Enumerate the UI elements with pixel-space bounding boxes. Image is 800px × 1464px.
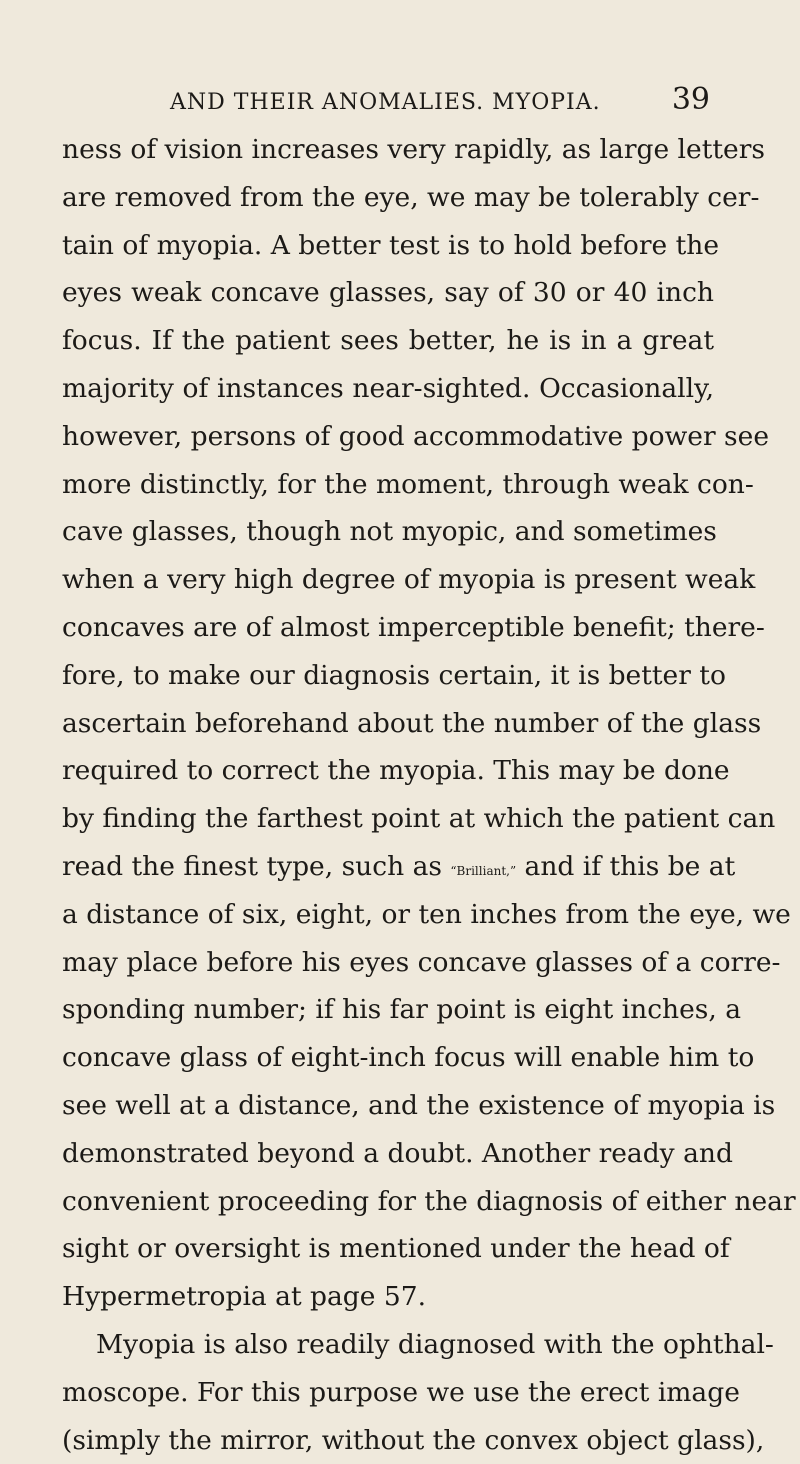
text-line: sight or oversight is mentioned under the head of (62, 1233, 730, 1265)
text-line: (simply the mirror, without the convex object glass), (62, 1424, 765, 1456)
text-line: may place before his eyes concave glasses of a corre- (62, 946, 781, 978)
text-line: by finding the farthest point at which the patient can (62, 803, 776, 835)
text-line: fore, to make our diagnosis certain, it is better to (62, 659, 726, 691)
text-line: a distance of six, eight, or ten inches from the eye, we (62, 898, 791, 930)
running-header (170, 82, 710, 122)
body-text (62, 126, 796, 1464)
text-line: required to correct the myopia. This may be done (62, 755, 730, 787)
text-line: cave glasses, though not myopic, and sometimes (62, 516, 717, 548)
text-line: Myopia is also readily diagnosed with the ophthal- (96, 1328, 774, 1360)
text-line: sponding number; if his far point is eight inches, a (62, 994, 742, 1026)
running-title: AND THEIR ANOMALIES. MYOPIA. (170, 90, 601, 115)
text-line: more distinctly, for the moment, through weak con- (62, 468, 754, 500)
text-segment: read the finest type, such as (62, 850, 442, 882)
text-line: ness of vision increases very rapidly, as large letters (62, 134, 765, 165)
text-line-brilliant (62, 843, 736, 891)
text-line: are removed from the eye, we may be tolerably cer- (62, 181, 760, 213)
text-line: when a very high degree of myopia is present weak (62, 564, 756, 596)
text-line: concave glass of eight-inch focus will enable him to (62, 1042, 755, 1074)
text-segment: and if this be at (524, 850, 736, 882)
text-line: concaves are of almost imperceptible benefit; there- (62, 611, 765, 643)
text-line: moscope. For this purpose we use the erect image (62, 1376, 740, 1408)
text-line: tain of myopia. A better test is to hold before the (62, 229, 720, 261)
brilliant-type-sample: “Brilliant,” (450, 863, 517, 878)
text-line: Hypermetropia at page 57. (62, 1281, 426, 1313)
text-line: see well at a distance, and the existence of myopia is (62, 1089, 776, 1121)
text-line: however, persons of good accommodative power see (62, 420, 769, 452)
text-line: ascertain beforehand about the number of the glass (62, 707, 762, 739)
text-line: demonstrated beyond a doubt. Another ready and (62, 1137, 733, 1169)
text-line: majority of instances near-sighted. Occasionally, (62, 372, 714, 404)
text-line: eyes weak concave glasses, say of 30 or 40 inch (62, 277, 714, 309)
page-number: 39 (671, 82, 710, 117)
text-line: convenient proceeding for the diagnosis of either near (62, 1185, 796, 1217)
text-line: focus. If the patient sees better, he is in a great (62, 325, 714, 357)
